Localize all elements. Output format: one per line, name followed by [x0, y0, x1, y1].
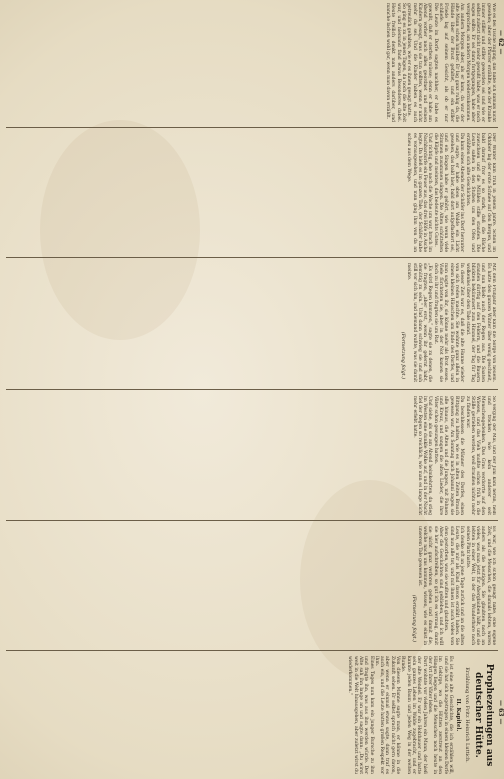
paragraph: Die Leute im Dorfe sagten nachher, er habe es gewußt, daß er sterben müsse; denn er habe am Abend vorher noch alles geordnet und seinen Kindern gesagt, was sie tun sollten, wenn er nicht mehr da sei. Und die Kinder haben es auch getreulich gehalten, wie er es ihnen gesagt hatte. — [406, 3, 438, 122]
paragraph: So verging der Mai, und der Juni kam heran, heiß und trocken wie kein anderer seit Menschengedenken. Das Gras verdorrte auf den Wiesen, und das Vieh mußte schon früh in die Ställe getrieben werden, weil draußen nichts mehr zu finden war. — [464, 396, 496, 515]
article-subheading: Erzählung von Fritz Heinrich Luttich. — [464, 667, 470, 763]
paragraph: „Es wird Regen kommen,“ sagte sie zu denen, die sie fragten, „aber erst, wenn ihr gelernt habt, demütig zu sein.“ Und dann schwieg sie und sah still vor sich hin, und niemand wußte, was sie damit meinte. — [406, 263, 433, 382]
article-heading: Prophezeiungen aus deutscher Hütte. — [473, 663, 494, 767]
text-column-5 — [0, 523, 496, 648]
section-label: II. Kapitel. — [455, 698, 461, 732]
text-column-1 — [0, 0, 496, 125]
paragraph: Von diesem Manne sagte man, er könne in die Zukunft sehen. Er selbst sprach nicht gern davon, aber wenn er einmal etwas sagte, dann traf es auch ein, und die Leute hatten großen Respekt vor ihm. — [373, 656, 401, 774]
paragraph: Es war, wie ich schon gesagt habe, eine eigene Zeit, und die Menschen, die damals lebten, waren anders als die heutigen. Sie glaubten noch an vieles, was man jetzt für Aberglauben hält, und sie lebten in einer Welt, in der das Wunderbare noch seinen Platz hatte. — [464, 526, 496, 645]
paragraph: Es ist eine alte Geschichte, die ich erzählen will, und sie hat sich zugetragen in einem kleinen Dorfe im Gebirge, wo die Hütten zerstreut an den Hängen liegen und die Menschen noch heute in der Art ihrer Väter leben. — [426, 656, 453, 774]
paragraph: Ich denke oft an jene Tage zurück und an die alten Leute, die mir als Kind davon erzählt haben. Sie sind nun alle tot, und mit ihnen ist auch vieles von dem gestorben, was sie wußten und glaubten. — [443, 526, 465, 645]
column-rule — [6, 257, 498, 258]
right-page-number: — 63 — — [497, 700, 504, 725]
column-rule — [6, 650, 498, 651]
column-rule — [6, 520, 498, 521]
continuation-note: (Fortsetzung folgt.) — [410, 594, 416, 642]
paragraph: Am andern Morgen aber, als er kam, da war der alte Mann schon hinüber. Er lag ganz ruhig da, die Hände über der Brust gefaltet, und ein stiller Friede lag auf seinem Gesicht, als ob er nur schliefe. — [438, 3, 465, 122]
paragraph: Aber die Geschichten sind geblieben, und ich will sie hier aufschreiben, so gut ich es vermag, damit sie nicht ganz verloren gehen und damit die, welche nach uns kommen, wissen, wie es einst in unserem Tale gewesen ist. — [416, 526, 444, 645]
paragraph: Eines Tages nun kam ein junger Bursche zu ihm und fragte ihn, was aus ihm werden würde. Der Alte sah ihn lange an und sagte dann: „Du wirst weit in die Welt hinausgehen, aber zuletzt wirst du wiederkommen.“ — [347, 656, 374, 774]
paragraph: Mit dem Frühjahr aber kam die Sorge von neuem. Es hatte den ganzen Winter über wenig geschneit, und nun blieb auch der Regen aus. Die Saaten standen dürftig auf den Feldern, und die Bauern blickten bekümmert zum Himmel, der Tag für Tag wolkenlos über dem Tale stand. — [464, 263, 496, 382]
paragraph: Und siehe, als sie am Abend heimkehrten, da stieg im Westen eine dunkle Wolke auf, und in der Nacht fiel der Regen so reichlich, wie man es lange nicht mehr erlebt hatte. — [411, 396, 433, 515]
column-rule — [6, 127, 498, 128]
paragraph: Dort wohnte vor vielen Jahren ein Mann, der hieß der alte Wendel. Er war ein Holzhauer und hatte sein ganzes Leben im Walde zugebracht, und er kannte jeden Baum und jeden Weg in der weiten Runde. — [400, 656, 427, 774]
paragraph: Da beschlossen die Männer des Dorfes, einen Bittgang zu halten, wie es in alten Zeiten Brauch gewesen war. Am Sonntag nach Johanni zogen sie alle hinaus, die Alten und die Jungen, mit Fahnen und Kreuz, und sangen die alten Lieder, die ihre Väter schon gesungen hatten. — [432, 396, 465, 515]
paragraph: Da kam eines Abends der Schäfer ins Dorf herunter und sagte, er habe oben am Walde ein Licht gesehen, das bald hier, bald dort aufgeflackert sei, und ein Singen habe er gehört, wie wenn viele Stimmen zusammen sängen. Die Alten schüttelten die Köpfe und meinten, das bedeute nichts Gutes. — [432, 133, 465, 252]
paragraph: Der Winter kam früh in jenem Jahre. Schon im Oktober lag der erste Schnee auf den Bergen, und bald darauf fror es so stark, daß die Bäche zuwuchsen und die Mühlen stille standen. Die Leute saßen in den Stuben um den Ofen und erzählten sich alte Geschichten. — [464, 133, 496, 252]
text-column-3 — [0, 260, 496, 385]
text-column-4 — [0, 393, 496, 518]
text-column-2 — [0, 130, 496, 255]
paragraph: So ging es zu in jenen Tagen, da noch die alte Zeit war, und niemand fand etwas Besonderes dabei. Heute freilich denkt man anders darüber, und manche lachen wohl gar, wenn man davon erzählt. — [385, 3, 406, 122]
left-page-number: — 62 — — [497, 30, 504, 55]
continuation-note: (Fortsetzung folgt.) — [399, 331, 405, 379]
paragraph: In dieser Zeit war es, daß die alte Hanne wieder von sich reden machte. Sie wohnte ganz allein in einem kleinen Häuschen am Ende des Dorfes, und man sagte von ihr, sie könne mehr als Brot essen. Viele fürchteten sie, aber in der Not kamen sie doch zu ihr und fragten sie um Rat. — [432, 263, 465, 382]
page-gutter-rule — [6, 389, 498, 390]
paragraph: Wie es bei Tische zuging, das habe ich damals nicht gesehen; aber der Pfarrer erzählte, wie der Kranke immer stiller und stiller geworden sei und wie er selbst zuletzt nicht mehr gewußt habe, was er noch sagen sollte. Er sei dann fortgegangen, habe aber versprochen, am andern Morgen wiederzukommen. — [464, 3, 496, 122]
paragraph: Und richtig, ehe noch die Woche um war, brach im Nachbardorfe ein Feuer aus, das drei Höfe in Asche legte. Da hieß es im ganzen Tale, der Schäfer habe es vorausgesehen, und man ging ihm von da an scheu aus dem Wege. — [406, 133, 433, 252]
text-column-6 — [0, 653, 496, 777]
